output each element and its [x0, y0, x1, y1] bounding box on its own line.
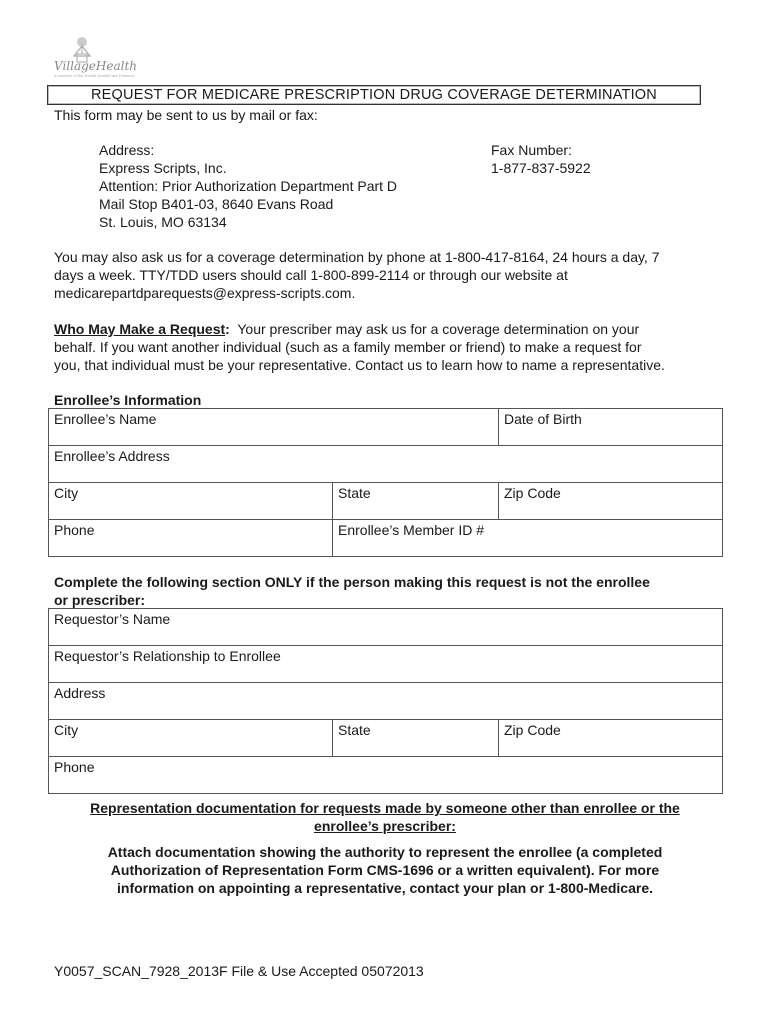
- representation-heading-line-2: enrollee’s prescriber:: [314, 818, 456, 834]
- requestor-zip-field[interactable]: Zip Code: [499, 720, 723, 757]
- requestor-name-field[interactable]: Requestor’s Name: [49, 609, 723, 646]
- representation-body-line-1: Attach documentation showing the authority to represent the enrollee (a completed: [107, 844, 663, 860]
- enrollee-table: [48, 408, 723, 557]
- requestor-state-field[interactable]: State: [333, 720, 499, 757]
- requestor-heading-line-2: or prescriber:: [54, 592, 146, 608]
- logo-name: VillageHealth: [54, 59, 138, 73]
- address-line-4: St. Louis, MO 63134: [99, 214, 227, 230]
- enrollee-dob-field[interactable]: Date of Birth: [499, 409, 723, 446]
- enrollee-member-id-field[interactable]: Enrollee’s Member ID #: [333, 520, 723, 557]
- requestor-heading-line-1: Complete the following section ONLY if the person making this request is not the enrollee: [54, 574, 650, 590]
- requestor-city-field[interactable]: City: [49, 720, 333, 757]
- representation-heading-line-1: Representation documentation for requests made by someone other than enrollee or the: [90, 800, 680, 816]
- who-para-line-2: behalf. If you want another individual (such as a family member or friend) to make a request for: [54, 339, 642, 355]
- requestor-address-field[interactable]: Address: [49, 683, 723, 720]
- requestor-relationship-field[interactable]: Requestor’s Relationship to Enrollee: [49, 646, 723, 683]
- fax-number: 1-877-837-5922: [491, 160, 591, 176]
- representation-body-line-2: Authorization of Representation Form CMS-1696 or a written equivalent). For more: [110, 862, 660, 878]
- logo-tagline: A member of the DaVita HealthCare Partners: [54, 73, 134, 78]
- phone-para-line-2: days a week. TTY/TDD users should call 1-800-899-2114 or through our website at: [54, 267, 568, 283]
- who-para-line-1: [54, 320, 639, 338]
- address-line-3: Mail Stop B401-03, 8640 Evans Road: [99, 196, 334, 212]
- who-para-line-3: you, that individual must be your representative. Contact us to learn how to name a representative.: [54, 357, 665, 373]
- requestor-table: [48, 608, 723, 794]
- intro-text: This form may be sent to us by mail or fax:: [54, 107, 318, 123]
- representation-body-line-3: information on appointing a representative, contact your plan or 1-800-Medicare.: [117, 880, 653, 896]
- enrollee-address-field[interactable]: Enrollee’s Address: [49, 446, 723, 483]
- phone-para-line-1: You may also ask us for a coverage determination by phone at 1-800-417-8164, 24 hours a day, 7: [54, 249, 660, 265]
- fax-label: Fax Number:: [491, 142, 572, 158]
- address-line-1: Express Scripts, Inc.: [99, 160, 227, 176]
- enrollee-state-field[interactable]: State: [333, 483, 499, 520]
- enrollee-phone-field[interactable]: Phone: [49, 520, 333, 557]
- who-text-1: Your prescriber may ask us for a coverage determination on your: [229, 321, 640, 337]
- enrollee-name-field[interactable]: Enrollee’s Name: [49, 409, 499, 446]
- enrollee-zip-field[interactable]: Zip Code: [499, 483, 723, 520]
- who-heading: Who May Make a Request: [54, 321, 226, 337]
- form-title: REQUEST FOR MEDICARE PRESCRIPTION DRUG COVERAGE DETERMINATION: [47, 85, 701, 105]
- form-footer-code: Y0057_SCAN_7928_2013F File & Use Accepted 05072013: [54, 963, 424, 979]
- who-heading-colon: :: [225, 321, 230, 337]
- enrollee-heading: Enrollee’s Information: [54, 392, 202, 408]
- requestor-phone-field[interactable]: Phone: [49, 757, 723, 794]
- enrollee-city-field[interactable]: City: [49, 483, 333, 520]
- phone-para-line-3: medicarepartdparequests@express-scripts.com.: [54, 285, 356, 301]
- address-label: Address:: [99, 142, 155, 158]
- address-line-2: Attention: Prior Authorization Department Part D: [99, 178, 398, 194]
